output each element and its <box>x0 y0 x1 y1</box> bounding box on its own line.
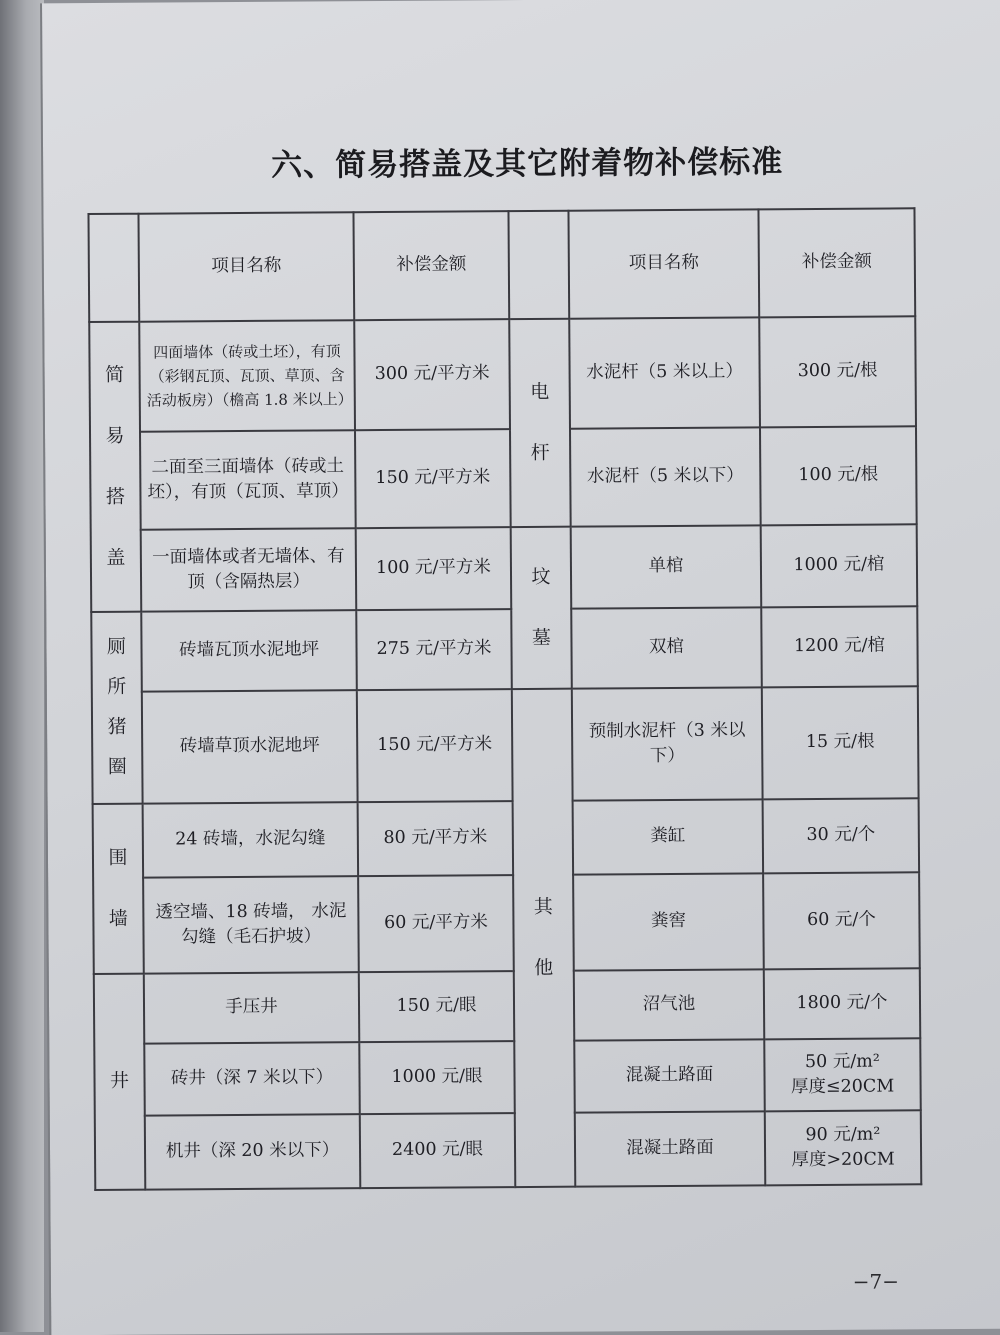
item-amount: 60 元/个 <box>763 872 920 969</box>
item-amount: 150 元/平方米 <box>355 429 511 528</box>
item-amount: 300 元/根 <box>759 316 916 427</box>
table-row <box>91 606 918 692</box>
item-name: 砖墙瓦顶水泥地坪 <box>141 610 357 691</box>
group-label-fenmu: 坟墓 <box>511 527 572 689</box>
item-amount: 60 元/平方米 <box>358 875 514 972</box>
header-empty-cell <box>88 214 139 322</box>
item-name: 二面至三面墙体（砖或土坯），有顶（瓦顶、草顶） <box>140 430 356 529</box>
item-name: 混凝土路面 <box>574 1039 764 1112</box>
item-name: 手压井 <box>144 972 359 1043</box>
item-name: 机井（深 20 米以下） <box>145 1114 361 1189</box>
table-row <box>93 872 920 974</box>
page-title: 六、简易搭盖及其它附着物补偿标准 <box>271 144 784 184</box>
item-name: 水泥杆（5 米以上） <box>569 317 760 428</box>
item-amount: 1000 元/眼 <box>359 1041 514 1114</box>
table-row <box>91 524 918 612</box>
item-name: 四面墙体（砖或土坯），有顶（彩钢瓦顶、瓦顶、草顶、含活动板房）（檐高 1.8 米以上） <box>139 320 355 431</box>
item-name: 预制水泥杆（3 米以下） <box>572 687 763 800</box>
item-amount <box>764 1038 920 1111</box>
item-amount: 1000 元/棺 <box>761 524 918 607</box>
item-name: 单棺 <box>571 525 762 608</box>
previous-page-edge <box>0 0 44 1332</box>
compensation-table <box>87 207 922 1191</box>
header-amount-right: 补偿金额 <box>758 208 915 317</box>
group-label-cesuo: 厕所猪圈 <box>91 612 142 804</box>
item-amount: 300 元/平方米 <box>354 319 510 430</box>
item-amount: 100 元/根 <box>760 426 917 525</box>
item-amount: 150 元/平方米 <box>357 689 513 802</box>
item-amount: 2400 元/眼 <box>360 1113 516 1188</box>
amount-line-2: 厚度>20CM <box>791 1149 895 1171</box>
amount-line-2: 厚度≤20CM <box>790 1076 895 1098</box>
amount-line-1: 50 元/m² <box>804 1051 880 1072</box>
item-amount: 80 元/平方米 <box>358 801 514 876</box>
header-name-left: 项目名称 <box>138 212 354 321</box>
group-label-jianyi: 简易搭盖 <box>89 322 141 612</box>
table-row <box>94 1038 920 1116</box>
header-name-right: 项目名称 <box>568 209 759 318</box>
group-label-qita: 其他 <box>512 689 575 1187</box>
item-amount: 100 元/平方米 <box>356 527 512 610</box>
group-label-diangan: 电杆 <box>509 319 570 527</box>
table-row <box>94 968 920 1044</box>
item-name: 一面墙体或者无墙体、有顶（含隔热层） <box>141 528 357 611</box>
item-amount: 275 元/平方米 <box>356 609 512 690</box>
page-number: −7− <box>852 1269 900 1294</box>
table-row <box>90 426 917 530</box>
group-label-weiqiang: 围墙 <box>93 804 144 974</box>
group-label-jing: 井 <box>94 974 146 1190</box>
item-amount: 30 元/个 <box>763 798 920 873</box>
header-amount-left: 补偿金额 <box>353 211 509 320</box>
item-name: 砖墙草顶水泥地坪 <box>142 690 358 803</box>
item-amount: 150 元/眼 <box>359 971 514 1042</box>
item-amount: 15 元/根 <box>762 686 919 799</box>
table-row <box>92 686 919 804</box>
table-row <box>89 316 916 432</box>
item-name: 粪缸 <box>573 799 764 874</box>
header-empty-cell-right <box>508 211 569 319</box>
item-name: 沼气池 <box>574 969 764 1040</box>
document-page <box>40 0 1000 1335</box>
table-row <box>95 1110 921 1190</box>
item-name: 粪窖 <box>573 873 764 970</box>
item-name: 砖井（深 7 米以下） <box>144 1042 359 1115</box>
item-amount <box>765 1110 922 1185</box>
item-amount: 1800 元/个 <box>764 968 920 1039</box>
item-name: 混凝土路面 <box>575 1111 766 1186</box>
table-header-row <box>88 208 915 322</box>
item-name: 24 砖墙，水泥勾缝 <box>143 802 359 877</box>
item-name: 透空墙、18 砖墙， 水泥勾缝（毛石护坡） <box>143 876 359 973</box>
item-name: 双棺 <box>571 607 762 688</box>
amount-line-1: 90 元/m² <box>805 1124 881 1145</box>
item-amount: 1200 元/棺 <box>761 606 918 687</box>
table-row <box>93 798 919 878</box>
item-name: 水泥杆（5 米以下） <box>570 427 761 526</box>
